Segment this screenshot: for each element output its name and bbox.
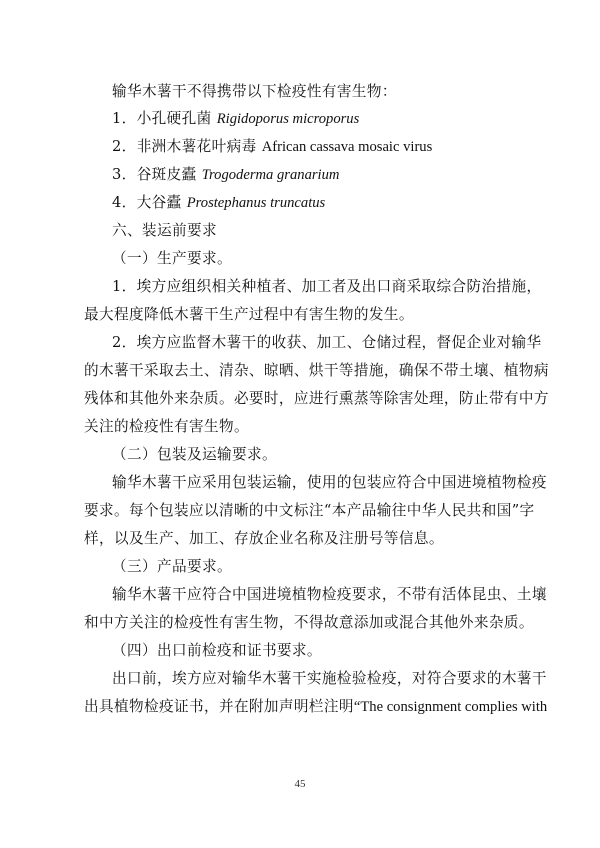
paragraph-line: 输华木薯干应采用包装运输，使用的包装应符合中国进境植物检疫 [112, 474, 547, 491]
paragraph-line: 输华木薯干应符合中国进境植物检疫要求，不带有活体昆虫、土壤 [112, 586, 547, 603]
section-heading: 六、装运前要求 [112, 222, 217, 239]
english-quote: “The consignment complies with [353, 699, 548, 715]
paragraph-line: 2．埃方应监督木薯干的收获、加工、仓储过程，督促企业对输华 [112, 334, 542, 351]
pest-item-2 [112, 137, 432, 157]
subsection-heading: （二）包装及运输要求。 [112, 446, 277, 463]
paragraph-line: 关注的检疫性有害生物。 [84, 418, 249, 435]
pest-latin-name: Prostephanus truncatus [186, 195, 326, 211]
subsection-heading: （三）产品要求。 [112, 558, 232, 575]
paragraph-line: 出口前，埃方应对输华木薯干实施检验检疫，对符合要求的木薯干 [112, 670, 547, 687]
page-number: 45 [294, 778, 306, 790]
paragraph-line: 最大程度降低木薯干生产过程中有害生物的发生。 [84, 306, 414, 323]
pest-number: 4． [112, 194, 137, 211]
paragraph-line: 1．埃方应组织相关种植者、加工者及出口商采取综合防治措施， [112, 278, 542, 295]
pest-number: 1． [112, 110, 137, 127]
paragraph-text: 出具植物检疫证书，并在附加声明栏注明 [84, 698, 354, 715]
paragraph-line: 样，以及生产、加工、存放企业名称及注册号等信息。 [84, 530, 444, 547]
paragraph-line: 要求。每个包装应以清晰的中文标注“本产品输往中华人民共和国”字 [84, 502, 535, 519]
pest-english-name: African cassava mosaic virus [261, 139, 433, 155]
pest-item-1 [112, 109, 359, 129]
subsection-heading: （四）出口前检疫和证书要求。 [112, 642, 322, 659]
paragraph-line [84, 697, 547, 717]
pest-latin-name: Rigidoporus microporus [216, 111, 360, 127]
pest-item-3 [112, 165, 339, 185]
subsection-heading: （一）生产要求。 [112, 250, 232, 267]
intro-line: 输华木薯干不得携带以下检疫性有害生物： [112, 83, 397, 100]
pest-chinese-name: 小孔硬孔菌 [136, 110, 212, 127]
pest-latin-name: Trogoderma granarium [201, 167, 340, 183]
paragraph-line: 的木薯干采取去土、清杂、晾晒、烘干等措施，确保不带土壤、植物病 [84, 362, 549, 379]
pest-chinese-name: 谷斑皮蠹 [136, 166, 197, 183]
pest-chinese-name: 非洲木薯花叶病毒 [136, 138, 257, 155]
pest-number: 2． [112, 138, 137, 155]
paragraph-line: 残体和其他外来杂质。必要时，应进行熏蒸等除害处理，防止带有中方 [84, 390, 549, 407]
paragraph-line: 和中方关注的检疫性有害生物，不得故意添加或混合其他外来杂质。 [84, 614, 534, 631]
pest-item-4 [112, 193, 325, 213]
pest-chinese-name: 大谷蠹 [136, 194, 182, 211]
pest-number: 3． [112, 166, 137, 183]
